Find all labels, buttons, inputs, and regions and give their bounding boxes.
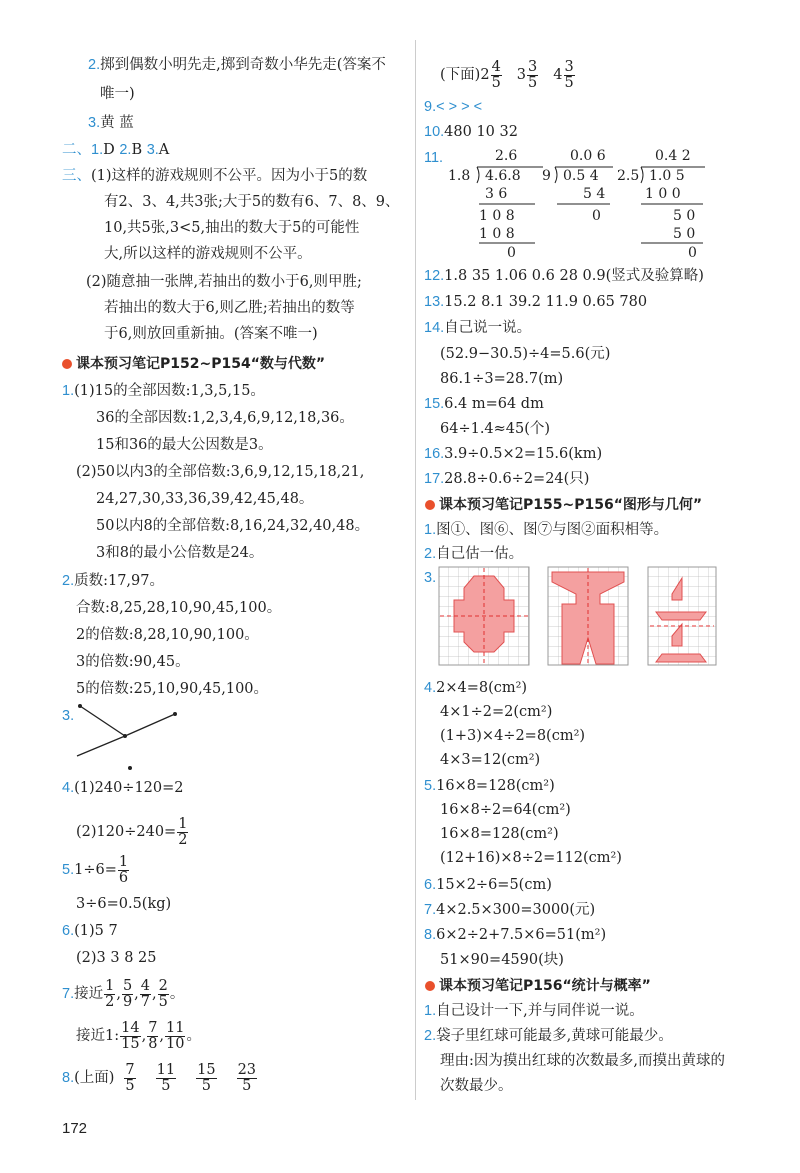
question-number: 3. <box>62 708 75 724</box>
answer-line: 13.15.2 8.1 39.2 11.9 0.65 780 <box>424 294 648 310</box>
answer-line: 2.掷到偶数小明先走,掷到奇数小华先走(答案不 <box>88 57 386 73</box>
answer-line: 2.质数:17,97。 <box>62 573 164 589</box>
answer-line: 4×1÷2=2(cm²) <box>440 704 553 720</box>
answer-line: 有2、3、4,共3张;大于5的数有6、7、8、9、 <box>104 194 400 210</box>
answer-line: 7.4×2.5×300=3000(元) <box>424 902 596 918</box>
answer-line: 10,共5张,3<5,抽出的数大于5的可能性 <box>104 220 360 236</box>
fraction: $\frac{4}{7}$ <box>140 977 151 1010</box>
fraction: $\frac{11}{10}$ <box>166 1019 185 1052</box>
answer-line: 64÷1.4≈45(个) <box>440 421 551 437</box>
section-header: 课本预习笔记P155~P156“图形与几何” <box>439 497 703 513</box>
answer-line: 4.(1)240÷120=2 <box>62 780 184 796</box>
answer-line: 1.自己设计一下,并与同伴说一说。 <box>424 1003 644 1019</box>
svg-text:0: 0 <box>592 208 601 224</box>
answer-line: 8.(上面) $\frac{7}{5}$ $\frac{11}{5}$ $\frac{15}{5}$ $\frac{23}{5}$ <box>62 1061 257 1094</box>
section-dot-icon <box>62 359 72 369</box>
answer-line: 17.28.8÷0.6÷2=24(只) <box>424 471 590 487</box>
mixed-number: 3 $\frac{3}{5}$ <box>516 58 538 91</box>
section-header: 课本预习笔记P156“统计与概率” <box>439 978 651 994</box>
section-dot-icon <box>425 981 435 991</box>
answer-line: 3和8的最小公倍数是24。 <box>96 545 264 561</box>
answer-line: 5.16×8=128(cm²) <box>424 778 555 794</box>
answer-line: (下面)2 $\frac{4}{5}$ 3 $\frac{3}{5}$ 4 $\frac{3}{5}$ <box>440 58 574 91</box>
answer-line: 6.15×2÷6=5(cm) <box>424 877 552 893</box>
answer-line: 4.2×4=8(cm²) <box>424 680 528 696</box>
answer-line: 于6,则放回重新抽。(答案不唯一) <box>104 326 318 342</box>
answer-line: 接近1: $\frac{14}{15}$ , $\frac{7}{8}$ , $\frac{11}{10}$ 。 <box>76 1019 201 1052</box>
answer-line: 50以内8的全部倍数:8,16,24,32,40,48。 <box>96 518 370 534</box>
svg-text:9: 9 <box>542 168 551 184</box>
fraction: $\frac{5}{9}$ <box>122 977 133 1010</box>
answer-line: 2.袋子里红球可能最多,黄球可能最少。 <box>424 1028 673 1044</box>
svg-text:1 0 0: 1 0 0 <box>645 186 681 202</box>
answer-line: (2)50以内3的全部倍数:3,6,9,12,15,18,21, <box>76 464 365 480</box>
answer-line: (52.9−30.5)÷4=5.6(元) <box>440 346 611 362</box>
svg-text:5 0: 5 0 <box>673 226 696 242</box>
quotient: 2.6 <box>495 148 518 164</box>
dividend: 4.6.8 <box>485 168 521 184</box>
fraction: $\frac{7}{8}$ <box>148 1019 158 1052</box>
fraction: $\frac{15}{5}$ <box>197 1061 216 1094</box>
svg-text:5 0: 5 0 <box>673 208 696 224</box>
answer-line: 大,所以这样的游戏规则不公平。 <box>104 246 312 262</box>
answer-line: 3的倍数:90,45。 <box>76 654 190 670</box>
answer-line: (2)随意抽一张牌,若抽出的数小于6,则甲胜; <box>86 274 362 290</box>
answer-line: 2.自己估一估。 <box>424 546 524 562</box>
fraction: $\frac{3}{5}$ <box>564 58 574 91</box>
mixed-number: 2 $\frac{4}{5}$ <box>480 58 501 91</box>
answer-line: (1+3)×4÷2=8(cm²) <box>440 728 586 744</box>
svg-text:1 0 8: 1 0 8 <box>479 208 515 224</box>
svg-text:0.0 6: 0.0 6 <box>570 148 606 164</box>
answer-line: (2)3 3 8 25 <box>76 950 157 966</box>
answer-line: 24,27,30,33,36,39,42,45,48。 <box>96 491 314 507</box>
answer-line: 51×90=4590(块) <box>440 952 564 968</box>
fraction: $\frac{14}{15}$ <box>121 1019 140 1052</box>
answer-line: 16×8÷2=64(cm²) <box>440 802 571 818</box>
question-number: 3. <box>424 570 437 586</box>
answer-line: 次数最少。 <box>440 1078 513 1094</box>
answer-line: 16.3.9÷0.5×2=15.6(km) <box>424 446 603 462</box>
answer-line: 6.(1)5 7 <box>62 923 118 939</box>
answer-line: 4×3=12(cm²) <box>440 752 541 768</box>
answer-line: 15.6.4 m=64 dm <box>424 396 544 412</box>
answer-line: 3.黄 蓝 <box>88 115 134 131</box>
fraction: $\frac{2}{5}$ <box>158 977 168 1010</box>
answer-line: 12.1.8 35 1.06 0.6 28 0.9(竖式及验算略) <box>424 268 704 284</box>
answer-line: 15和36的最大公因数是3。 <box>96 437 273 453</box>
answer-line: (2)120÷240= $\frac{1}{2}$ <box>76 815 188 848</box>
answer-line: 14.自己说一说。 <box>424 320 532 336</box>
answer-line: (12+16)×8÷2=112(cm²) <box>440 850 622 866</box>
answer-line: 5的倍数:25,10,90,45,100。 <box>76 681 269 697</box>
answer-line: 36的全部因数:1,2,3,4,6,9,12,18,36。 <box>96 410 354 426</box>
symmetric-figures-diagram <box>438 566 718 668</box>
answer-line: 二、1.D 2.B 3.A <box>62 142 170 158</box>
fraction: $\frac{7}{5}$ <box>125 1061 135 1094</box>
answer-line: 1.图①、图⑥、图⑦与图②面积相等。 <box>424 522 669 538</box>
answer-line: 16×8=128(cm²) <box>440 826 559 842</box>
question-number: 11. <box>424 150 444 166</box>
mixed-number: 4 $\frac{3}{5}$ <box>553 58 574 91</box>
svg-text:0.5 4: 0.5 4 <box>563 168 599 184</box>
answer-line: 1.(1)15的全部因数:1,3,5,15。 <box>62 383 265 399</box>
divisor: 1.8 <box>448 168 471 184</box>
long-division-diagram <box>445 143 715 261</box>
svg-text:1.0 5: 1.0 5 <box>649 168 685 184</box>
fraction: $\frac{1}{2}$ <box>105 977 115 1010</box>
svg-text:0.4 2: 0.4 2 <box>655 148 691 164</box>
answer-line: 8.6×2÷2+7.5×6=51(m²) <box>424 927 607 943</box>
answer-line: 合数:8,25,28,10,90,45,100。 <box>76 600 282 616</box>
svg-text:1 0 8: 1 0 8 <box>479 226 515 242</box>
svg-text:3 6: 3 6 <box>485 186 508 202</box>
svg-text:0: 0 <box>688 245 697 261</box>
page-number: 172 <box>62 1120 88 1137</box>
line-drawing-diagram <box>75 700 190 775</box>
fraction: $\frac{11}{5}$ <box>156 1061 176 1094</box>
svg-text:5 4: 5 4 <box>583 186 606 202</box>
answer-line: 3÷6=0.5(kg) <box>76 896 172 912</box>
answer-line: 理由:因为摸出红球的次数最多,而摸出黄球的 <box>440 1053 725 1069</box>
answer-line: 若抽出的数大于6,则乙胜;若抽出的数等 <box>104 300 355 316</box>
fraction: $\frac{3}{5}$ <box>528 58 538 91</box>
answer-line: 2的倍数:8,28,10,90,100。 <box>76 627 259 643</box>
answer-line: 9.< > > < <box>424 99 483 115</box>
answer-line: 三、(1)这样的游戏规则不公平。因为小于5的数 <box>62 168 368 184</box>
svg-text:2.5: 2.5 <box>617 168 640 184</box>
answer-line: 86.1÷3=28.7(m) <box>440 371 564 387</box>
column-divider <box>415 40 416 1100</box>
answer-line: 唯一) <box>100 86 135 102</box>
section-header: 课本预习笔记P152~P154“数与代数” <box>76 356 326 372</box>
answer-line: 5.1÷6= $\frac{1}{6}$ <box>62 853 129 886</box>
svg-text:0: 0 <box>507 245 516 261</box>
fraction: $\frac{4}{5}$ <box>491 58 501 91</box>
section-dot-icon <box>425 500 435 510</box>
answer-line: 7.接近 $\frac{1}{2}$ , $\frac{5}{9}$ , $\frac{4}{7}$ , $\frac{2}{5}$ 。 <box>62 977 185 1010</box>
answer-line: 10.480 10 32 <box>424 124 518 140</box>
fraction: $\frac{23}{5}$ <box>237 1061 257 1094</box>
